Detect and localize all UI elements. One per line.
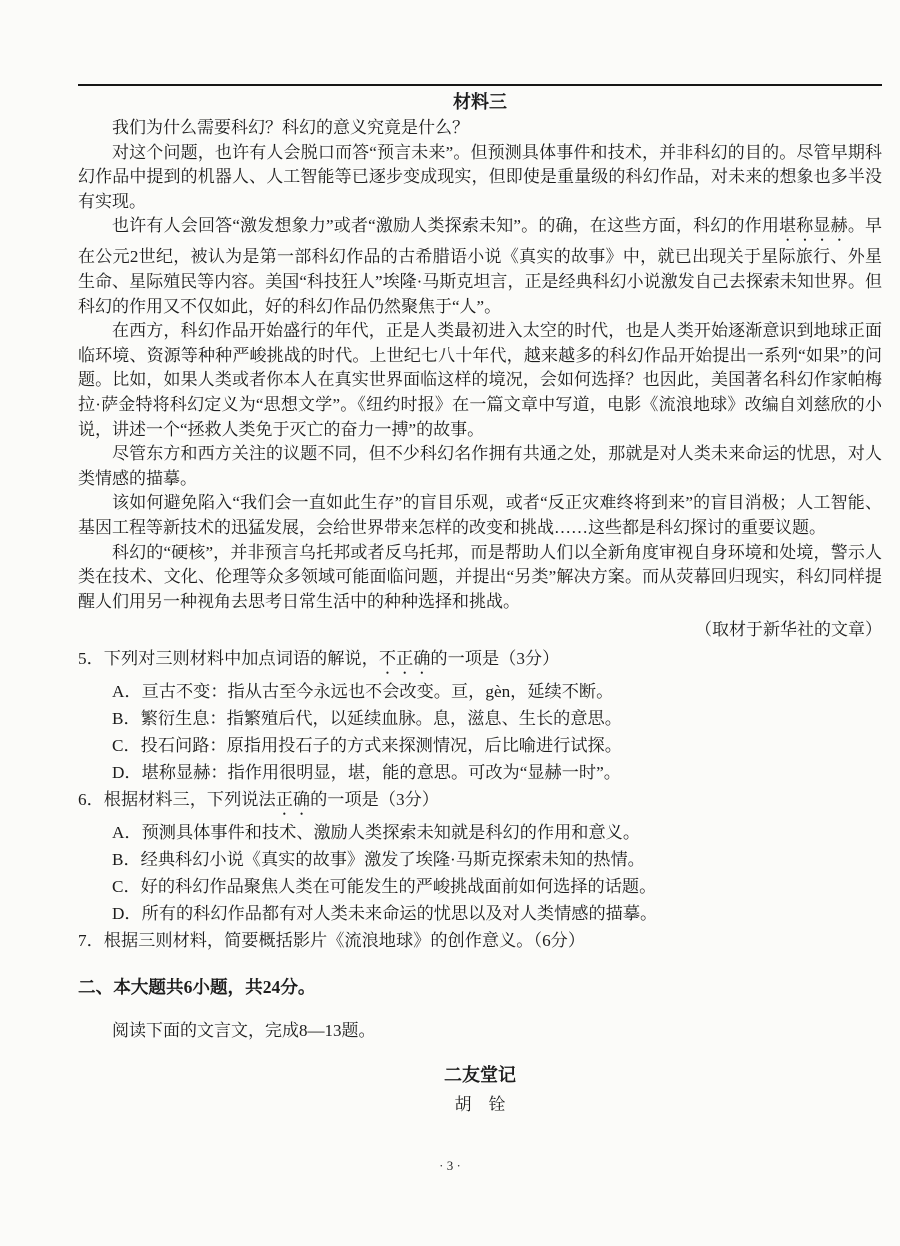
dotted-phrase: 不正确 — [378, 649, 431, 669]
question-6-stem — [78, 786, 882, 819]
question-5 — [78, 645, 882, 786]
dotted-phrase: 堪称显赫 — [779, 216, 848, 236]
paragraph: 科幻的“硬核”，并非预言乌托邦或者反乌托邦，而是帮助人们以全新角度审视自身环境和处境，警示人类在技术、文化、伦理等众多领域可能面临问题，并提出“另类”解决方案。而从荧幕回归现实，科幻同样提醒人们用另一种视角去思考日常生活中的种种选择和挑战。 — [78, 542, 882, 611]
paragraph: 在西方，科幻作品开始盛行的年代，正是人类最初进入太空的时代，也是人类开始逐渐意识到地球正面临环境、资源等种种严峻挑战的时代。上世纪七八十年代，越来越多的科幻作品开始提出一系列“如果”的问题。比如，如果人类或者你本人在真实世界面临这样的境况，会如何选择？也因此，美国著名科幻作家帕梅拉·萨金特将科幻定义为“思想文学”。《纽约时报》在一篇文章中写道，电影《流浪地球》改编自刘慈欣的小说，讲述一个“拯救人类免于灭亡的奋力一搏”的故事。 — [78, 321, 882, 439]
dotted-phrase: 正确 — [275, 790, 311, 810]
question-6-options — [78, 819, 882, 927]
option-b: B．繁衍生息：指繁殖后代，以延续血脉。息，滋息、生长的意思。 — [112, 709, 622, 729]
paragraph — [78, 214, 882, 319]
question-number: 6． — [78, 790, 104, 810]
option-d: D．堪称显赫：指作用很明显，堪，能的意思。可改为“显赫一时”。 — [112, 763, 621, 783]
stem-text: 下列对三则材料中加点词语的解说， — [103, 649, 379, 669]
stem-text: 根据三则材料，简要概括影片《流浪地球》的创作意义。（6分） — [103, 931, 586, 951]
page-number: · 3 · — [439, 1158, 461, 1173]
paragraph: 该如何避免陷入“我们会一直如此生存”的盲目乐观，或者“反正灾难终将到来”的盲目消极；人工智能、基因工程等新技术的迅猛发展，会给世界带来怎样的改变和挑战……这些都是科幻探讨的重要议题。 — [78, 493, 882, 537]
question-5-stem — [78, 645, 882, 678]
classical-text-title: 二友堂记 — [444, 1065, 516, 1086]
reading-instruction: 阅读下面的文言文，完成8—13题。 — [112, 1021, 376, 1041]
header-rule — [78, 84, 882, 86]
section-two-heading: 二、本大题共6小题，共24分。 — [78, 977, 316, 998]
paragraph: 尽管东方和西方关注的议题不同，但不少科幻名作拥有共通之处，那就是对人类未来命运的忧思，对人类情感的描摹。 — [78, 444, 882, 488]
option-a: A．预测具体事件和技术、激励人类探索未知就是科幻的作用和意义。 — [112, 823, 641, 843]
question-number: 5． — [78, 649, 104, 669]
question-7-stem — [78, 927, 882, 954]
paragraph: 我们为什么需要科幻？科幻的意义究竟是什么？ — [112, 118, 469, 137]
question-number: 7． — [78, 931, 104, 951]
question-6 — [78, 786, 882, 927]
stem-text: 根据材料三，下列说法 — [103, 790, 276, 810]
paragraph: 对这个问题，也许有人会脱口而答“预言未来”。但预测具体事件和技术，并非科幻的目的。尽管早期科幻作品中提到的机器人、人工智能等已逐步变成现实，但即使是重量级的科幻作品，对未来的想象也多半没有实现。 — [78, 142, 882, 211]
stem-text: 的一项是（3分） — [430, 649, 560, 669]
stem-text: 的一项是（3分） — [310, 790, 439, 810]
question-5-options — [78, 678, 882, 786]
option-c: C．投石问路：原指用投石子的方式来探测情况，后比喻进行试探。 — [112, 736, 622, 756]
question-7 — [78, 927, 882, 954]
paragraph-text: 。早在公元2世纪，被认为是第一部科幻作品的古希腊语小说《真实的故事》中，就已出现关于星际旅行、外星生命、星际殖民等内容。美国“科技狂人”埃隆·马斯克坦言，正是经典科幻小说激发自己去探索未知世界。但科幻的作用又不仅如此，好的科幻作品仍然聚焦于“人”。 — [78, 216, 883, 316]
option-a: A．亘古不变：指从古至今永远也不会改变。亘，gèn，延续不断。 — [112, 682, 614, 702]
option-b: B．经典科幻小说《真实的故事》激发了埃隆·马斯克探索未知的热情。 — [112, 850, 645, 870]
classical-text-author: 胡 铨 — [454, 1095, 506, 1115]
source-attribution: （取材于新华社的文章） — [695, 620, 882, 640]
option-c: C．好的科幻作品聚焦人类在可能发生的严峻挑战面前如何选择的话题。 — [112, 877, 657, 897]
material-three-title: 材料三 — [453, 92, 507, 112]
option-d: D．所有的科幻作品都有对人类未来命运的忧思以及对人类情感的描摹。 — [112, 904, 658, 924]
paragraph-text: 也许有人会回答“激发想象力”或者“激励人类探索未知”。的确，在这些方面，科幻的作用 — [112, 216, 780, 236]
